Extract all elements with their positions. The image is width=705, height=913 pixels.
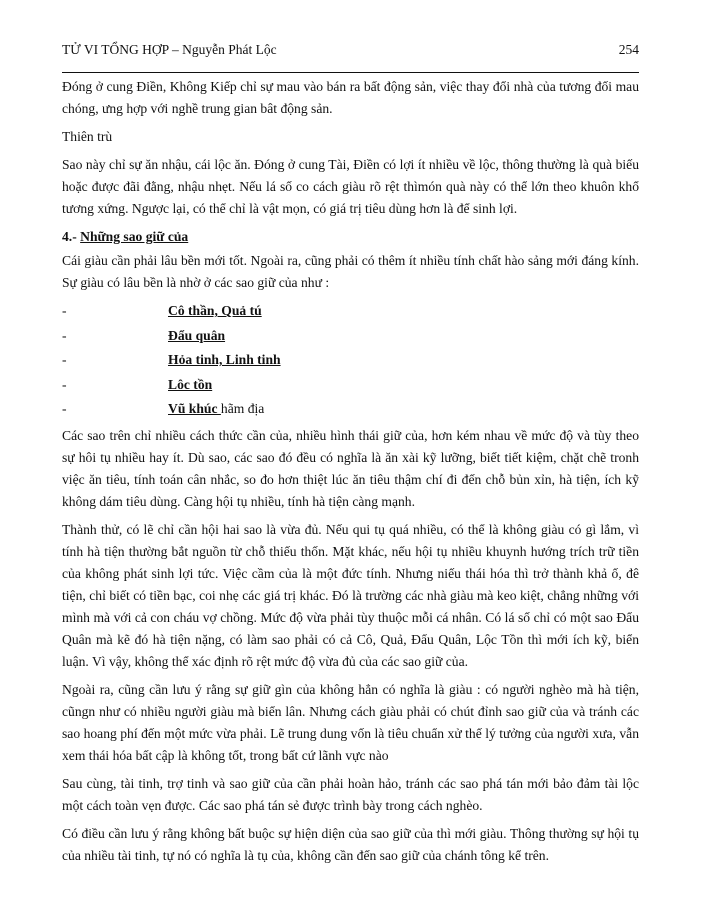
document-title: TỬ VI TỔNG HỢP – Nguyễn Phát Lộc: [62, 42, 277, 57]
paragraph: Các sao trên chỉ nhiều cách thức cần của, nhiều hình thái giữ của, hơn kém nhau về mức độ và tùy theo sự hôi tụ nhiều hay ít. Dù sao, các sao đó đều có nghĩa là ăn xài kỹ lưỡng, biết tiết kiệm, chặt chẽ tronh việc ăn tiêu, tính toán cân nhắc, so đo hơn thiệt lúc ăn tiêu thậm chí đi đến chỗ bủn xỉn, hà tiện, ích kỹ không dám tiêu dùng. Càng hội tụ nhiều, tính hà tiện càng mạnh.: [62, 427, 639, 509]
list-item: [62, 325, 639, 350]
paragraph: Có điều cần lưu ý rằng không bất buộc sự hiện diện của sao giữ của thì mới giàu. Thông thường sự hội tụ của nhiều tài tinh, tự nó có nghĩa là tụ của, không cần đến sao giữ của chánh tông kể trên.: [62, 825, 639, 863]
bullet: -: [62, 327, 67, 343]
paragraph: Sao này chỉ sự ăn nhậu, cái lộc ăn. Đóng ở cung Tài, Điền có lợi ít nhiều về lộc, thông thường là quà biếu hoặc được đãi đằng, nhậu nhẹt. Nếu lá số co cách giàu rõ rệt thìmón quà này có thể lớn theo khuôn khổ tương xứng. Ngược lại, có thể chỉ là vật mọn, có giá trị tiêu dùng hơn là để sinh lợi.: [62, 157, 639, 216]
item-bold: Hỏa tinh, Linh tinh: [168, 352, 281, 368]
item-bold: Lôc tồn: [168, 376, 213, 392]
subheading-thien-tru: Thiên trù: [62, 129, 113, 144]
item-rest: hãm địa: [220, 401, 265, 417]
item-bold: Đẩu quân: [168, 327, 226, 343]
bullet: -: [62, 376, 67, 392]
section-heading: [62, 226, 639, 248]
list-item: [62, 300, 639, 325]
item-bold: Vũ khúc: [168, 401, 221, 417]
star-list: [62, 300, 639, 423]
bullet: -: [62, 303, 67, 318]
page-header: [62, 42, 639, 58]
paragraph: Thành thử, có lẽ chỉ cần hội hai sao là vừa đủ. Nếu qui tụ quá nhiều, có thể là không giàu có gì lắm, vì tính hà tiện thường bắt nguồn từ chỗ thiếu thốn. Mặt khác, nếu hội tụ nhiều khuynh hướng trích trữ tiền của không phát sinh lợi tức. Việc cầm của là một đức tính. Nhưng niếu thái hóa thì trở thành khả ố, đê tiện, chỉ biết có tiền bạc, coi nhẹ các giá trị khác. Đó là trường các nhà giàu mà keo kiệt, chẳng những với mình mà với cả con cháu vợ chồng. Mức độ vừa phải tùy thuộc mỗi cá nhân. Có lá số chỉ có một sao Đẩu Quân mà kẽ đó hà tiện nặng, có làm sao phải có cả Cô, Quả, Đẩu Quân, Lộc Tồn thì mới ích kỹ, biển luận. Vì vậy, không thể xác định rõ rệt mức độ vừa đủ của các sao giữ của.: [62, 521, 639, 669]
page-number: 254: [618, 42, 639, 57]
list-item: [62, 349, 639, 374]
item-bold: Cô thần, Quả tú: [168, 303, 262, 318]
paragraph: Sau cùng, tài tinh, trợ tinh và sao giữ của cần phải hoàn hảo, tránh các sao phá tán mới bảo đảm tài lộc một cách toàn vẹn được. Các sao phá tán sẻ được trình bày trong cách nghèo.: [62, 775, 639, 813]
section-number: 4.-: [62, 229, 77, 244]
section-title: Những sao giữ của: [80, 229, 189, 244]
paragraph: Đóng ở cung Điền, Không Kiếp chỉ sự mau vào bán ra bất động sản, việc thay đổi nhà của tương đối mau chóng, ưng hợp với nghề trung gian bât động sản.: [62, 79, 639, 116]
page-body: [62, 76, 639, 873]
header-rule: [62, 72, 639, 73]
list-item: [62, 398, 639, 423]
list-item: [62, 374, 639, 399]
paragraph: Cái giàu cần phải lâu bền mới tốt. Ngoài ra, cũng phải có thêm ít nhiều tính chất hào sảng mới đáng kính. Sự giàu có lâu bền là nhờ ở các sao giữ của như :: [62, 253, 639, 290]
paragraph: Ngoài ra, cũng cần lưu ý rằng sự giữ gìn của không hẳn có nghĩa là giàu : có người nghèo mà hà tiện, cũngn như có nhiều người giàu mà biển lân. Nhưng cách giàu phải có chút đỉnh sao giữ của và tránh các sao hoang phí đến một mức vừa phải. Lẽ trung dung vốn là tiêu chuẩn xử thế lý tưởng của người xưa, vẫn xem thái hóa bất cập là không tốt, trong bất cứ lãnh vực nào: [62, 681, 639, 763]
bullet: -: [62, 401, 67, 417]
bullet: -: [62, 352, 67, 368]
